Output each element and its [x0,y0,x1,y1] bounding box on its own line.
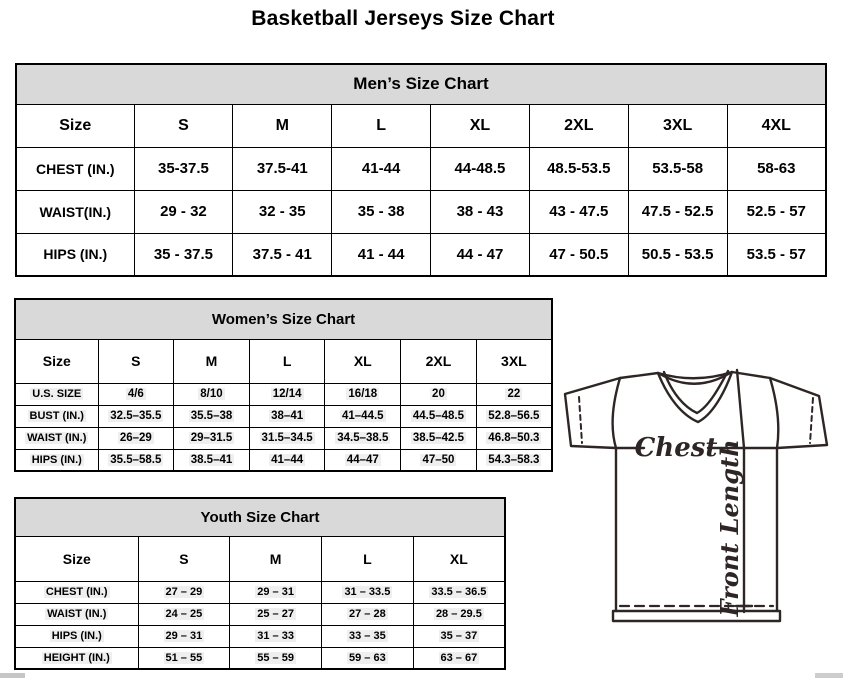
cell-text: HIPS (IN.) [31,453,82,466]
cell-text: 28 – 29.5 [435,608,482,620]
cell-text: 44–47 [346,453,379,466]
cell-text: 47.5 - 52.5 [641,203,714,220]
value-cell [628,233,727,276]
cell-text: 52.8–56.5 [488,410,540,422]
value-cell [529,233,628,276]
value-cell [249,449,325,471]
value-cell [322,603,414,625]
value-cell [322,625,414,647]
size-header-cell: S [98,339,174,383]
size-header-cell: 4XL [727,104,826,147]
table-row [15,647,505,669]
value-cell [431,233,530,276]
row-label-cell [15,405,98,427]
cell-text: 22 [507,388,521,400]
cell-text: 33.5 – 36.5 [431,586,487,598]
size-header-cell: 3XL [476,339,552,383]
cell-text: 12/14 [272,388,302,400]
cell-text: 48.5-53.5 [547,160,611,177]
size-header-row [15,339,552,383]
row-label-cell [15,647,138,669]
value-cell [134,233,233,276]
value-cell [322,581,414,603]
value-cell [325,427,401,449]
value-cell [727,190,826,233]
cell-text: 35 - 37.5 [153,245,214,263]
size-header-cell: S [134,104,233,147]
cell-text: 27 – 28 [349,608,386,620]
size-header-cell: L [332,104,431,147]
cell-text: WAIST (IN.) [27,432,87,444]
cell-text: 29 – 31 [257,586,294,598]
cuff-stitch [579,397,582,443]
value-cell [401,405,477,427]
cell-text: 37.5 - 41 [252,245,312,263]
size-header-cell: Size [16,104,134,147]
mens-size-table [15,63,827,275]
cell-text: 16/18 [348,388,378,400]
cell-text: 38.5–41 [190,453,233,466]
cell-text: 54.3–58.3 [488,453,540,466]
value-cell [230,581,322,603]
value-cell [529,147,628,190]
value-cell [230,625,322,647]
cell-text: 31.5–34.5 [261,432,313,444]
row-label-cell [15,449,98,471]
value-cell [332,147,431,190]
cell-text: 32.5–35.5 [110,410,162,422]
cell-text: 38–41 [271,410,304,422]
cell-text: 41-44 [361,160,401,177]
table-title-row [16,64,826,104]
cell-text: 35-37.5 [157,160,209,177]
cell-text: 53.5-58 [652,160,704,177]
row-label-cell [15,625,138,647]
cell-text: 33 – 35 [349,630,386,642]
cell-text: 32 - 35 [258,203,306,220]
cell-text: 31 – 33 [257,630,294,642]
table-row [15,449,552,471]
cell-text: 47–50 [422,453,455,466]
cell-text: 38.5–42.5 [412,432,465,444]
cell-text: 26–29 [119,432,152,444]
cell-text: WAIST(IN.) [39,203,112,220]
size-header-cell: XL [413,536,505,581]
table-row [15,625,505,647]
value-cell [249,405,325,427]
cell-text: 35 - 38 [357,203,405,220]
cell-text: 41–44.5 [342,410,384,422]
cuff-stitch [810,398,813,443]
size-header-row [16,104,826,147]
value-cell [332,233,431,276]
table-title: Women’s Size Chart [15,299,552,339]
cell-text: 51 – 55 [165,651,203,664]
cell-text: 59 – 63 [349,651,386,664]
value-cell [322,647,414,669]
cell-text: 20 [432,388,445,400]
size-header-cell: M [230,536,322,581]
cell-text: CHEST (IN.) [45,586,108,598]
value-cell [325,449,401,471]
cell-text: 44.5–48.5 [412,410,465,422]
table-title-row [15,498,505,536]
size-header-cell: M [233,104,332,147]
value-cell [98,427,174,449]
page-title: Basketball Jerseys Size Chart [251,7,555,30]
size-table [14,497,506,670]
value-cell [413,647,505,669]
table-row [16,147,826,190]
row-label-cell [15,581,138,603]
table-title-row [15,299,552,339]
size-header-cell: L [249,339,325,383]
cell-text: 46.8–50.3 [488,432,540,444]
size-header-row [15,536,505,581]
table-row [15,383,552,405]
value-cell [727,147,826,190]
value-cell [134,147,233,190]
value-cell [325,383,401,405]
cell-text: 29–31.5 [190,432,233,444]
table-row [15,581,505,603]
cell-text: 41–44 [271,453,304,466]
size-table [15,63,827,277]
size-header-cell: M [174,339,250,383]
size-header-cell: L [322,536,414,581]
cell-text: HIPS (IN.) [43,246,108,263]
cell-text: 27 – 29 [165,586,203,598]
value-cell [431,147,530,190]
cell-text: U.S. SIZE [32,388,82,400]
table-row [16,233,826,276]
value-cell [174,427,250,449]
cell-text: 55 – 59 [257,651,294,664]
size-header-cell: 3XL [628,104,727,147]
value-cell [233,147,332,190]
value-cell [431,190,530,233]
value-cell [98,449,174,471]
size-header-cell: 2XL [401,339,477,383]
value-cell [628,147,727,190]
cell-text: 4/6 [127,388,144,400]
value-cell [233,233,332,276]
value-cell [628,190,727,233]
horizontal-scrollbar-fragment[interactable] [0,673,25,678]
size-header-cell: Size [15,339,98,383]
size-header-cell: XL [325,339,401,383]
value-cell [325,405,401,427]
value-cell [332,190,431,233]
cell-text: 50.5 - 53.5 [641,245,714,263]
cell-text: 44 - 47 [456,245,504,263]
value-cell [138,625,230,647]
cell-text: 35 – 37 [440,630,478,642]
size-header-cell: XL [431,104,530,147]
value-cell [413,625,505,647]
value-cell [230,647,322,669]
table-row [15,405,552,427]
cell-text: 25 – 27 [257,608,294,620]
womens-size-table [14,298,553,470]
cell-text: 31 – 33.5 [344,586,391,598]
table-row [15,603,505,625]
row-label-cell [15,603,138,625]
value-cell [249,427,325,449]
value-cell [174,449,250,471]
row-label-cell [15,427,98,449]
value-cell [138,603,230,625]
cell-text: HEIGHT (IN.) [43,651,110,664]
jersey-measurement-diagram [552,360,840,628]
cell-text: 41 - 44 [357,245,405,263]
size-table [14,298,553,472]
size-header-cell: Size [15,536,138,581]
value-cell [476,427,552,449]
cell-text: 47 - 50.5 [549,245,609,263]
table-title: Men’s Size Chart [16,64,826,104]
cell-text: 44-48.5 [454,160,506,177]
cell-text: 52.5 - 57 [746,203,806,220]
value-cell [138,581,230,603]
row-label-cell [15,383,98,405]
value-cell [174,383,250,405]
value-cell [98,405,174,427]
hem-band [613,611,780,621]
value-cell [476,405,552,427]
value-cell [413,581,505,603]
cell-text: CHEST (IN.) [35,160,115,177]
armhole-seam [613,378,620,448]
cell-text: 63 – 67 [440,651,478,664]
cell-text: 29 - 32 [160,203,207,220]
value-cell [529,190,628,233]
cell-text: 37.5-41 [256,160,308,177]
cell-text: 38 - 43 [456,203,504,220]
value-cell [138,647,230,669]
cell-text: 43 - 47.5 [549,203,609,220]
row-label-cell [16,190,134,233]
cell-text: WAIST (IN.) [47,608,107,620]
value-cell [476,449,552,471]
armhole-seam [770,378,778,448]
front-length-label: Front Length [715,439,744,617]
cell-text: 29 – 31 [165,630,203,642]
table-row [15,427,552,449]
cell-text: 8/10 [200,388,223,400]
value-cell [249,383,325,405]
row-label-cell [16,233,134,276]
value-cell [401,383,477,405]
cell-text: 24 – 25 [165,608,203,620]
value-cell [727,233,826,276]
value-cell [401,449,477,471]
horizontal-scrollbar-fragment[interactable] [815,673,843,678]
value-cell [134,190,233,233]
table-row [16,190,826,233]
value-cell [413,603,505,625]
value-cell [233,190,332,233]
table-title: Youth Size Chart [15,498,505,536]
size-header-cell: 2XL [529,104,628,147]
cell-text: HIPS (IN.) [51,630,102,642]
row-label-cell [16,147,134,190]
youth-size-table [14,497,506,669]
value-cell [98,383,174,405]
value-cell [174,405,250,427]
size-header-cell: S [138,536,230,581]
value-cell [476,383,552,405]
value-cell [401,427,477,449]
cell-text: BUST (IN.) [29,410,84,422]
chest-label: Chest [634,433,718,463]
cell-text: 35.5–58.5 [110,453,162,466]
cell-text: 34.5–38.5 [337,432,389,444]
cell-text: 35.5–38 [190,410,233,422]
cell-text: 53.5 - 57 [746,245,806,263]
cell-text: 58-63 [757,160,796,177]
value-cell [230,603,322,625]
